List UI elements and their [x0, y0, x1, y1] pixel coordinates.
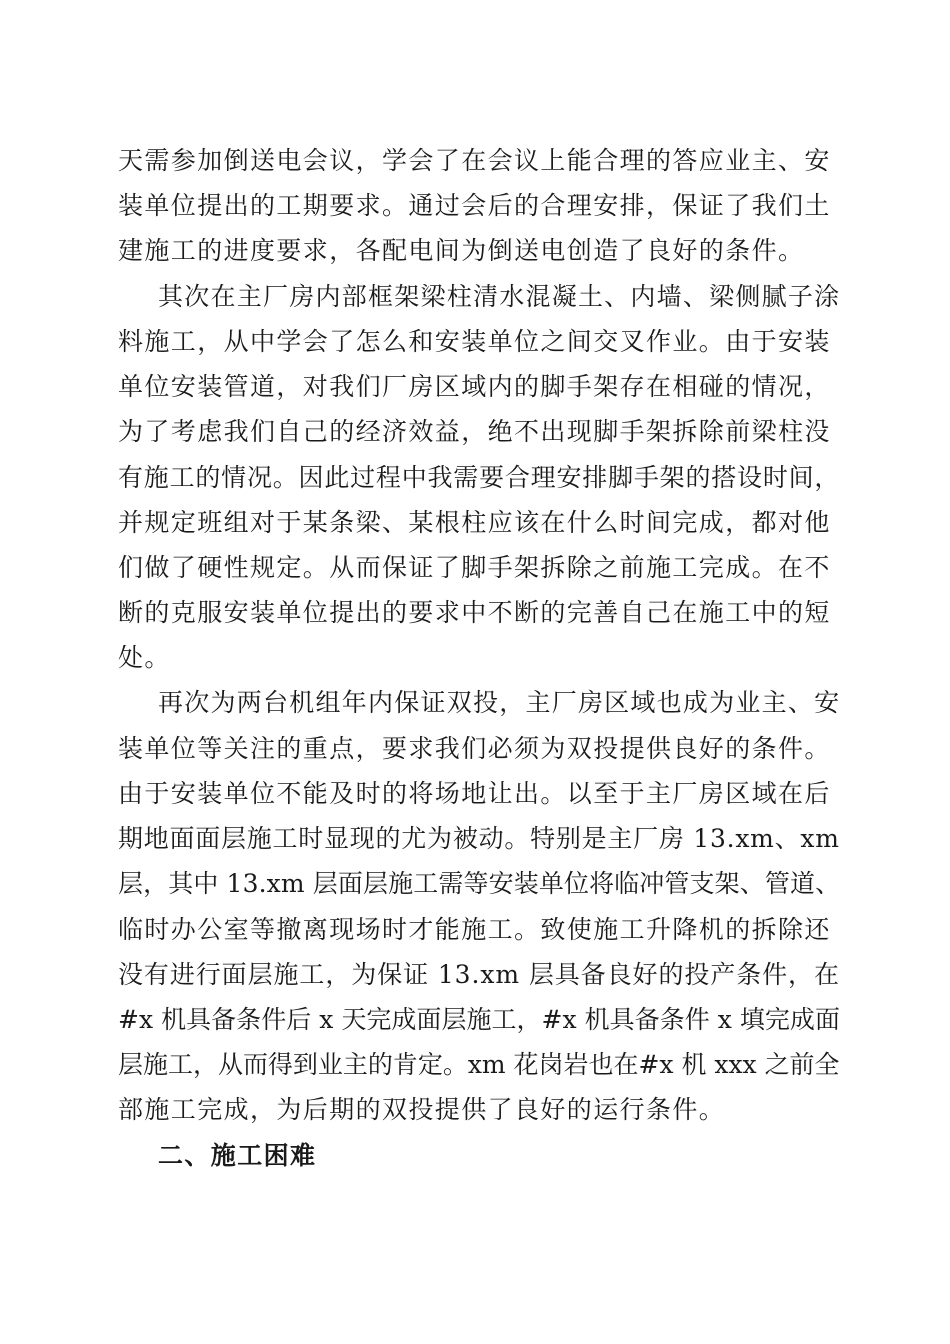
text-line: 层，其中 13.xm 层面层施工需等安装单位将临冲管支架、管道、 [118, 869, 841, 898]
text-line: 单位安装管道，对我们厂房区域内的脚手架存在相碰的情况， [118, 372, 831, 401]
text-line: 由于安装单位不能及时的将场地让出。以至于主厂房区域在后 [118, 779, 831, 808]
text-line: 装单位提出的工期要求。通过会后的合理安排，保证了我们土 [118, 191, 831, 220]
section-heading: 二、施工困难 [158, 1141, 317, 1170]
text-line: 部施工完成，为后期的双投提供了良好的运行条件。 [118, 1095, 726, 1124]
text-line: 天需参加倒送电会议，学会了在会议上能合理的答应业主、安 [118, 146, 831, 175]
text-line: 有施工的情况。因此过程中我需要合理安排脚手架的搭设时间， [118, 463, 841, 492]
paragraph-first-line: 再次为两台机组年内保证双投，主厂房区域也成为业主、安 [158, 688, 841, 717]
text-line: 期地面面层施工时显现的尤为被动。特别是主厂房 13.xm、xm [118, 824, 840, 853]
text-line: 断的克服安装单位提出的要求中不断的完善自己在施工中的短 [118, 598, 831, 627]
text-line: 没有进行面层施工，为保证 13.xm 层具备良好的投产条件，在 [118, 960, 840, 989]
text-line: 处。 [118, 643, 171, 672]
text-line: 料施工，从中学会了怎么和安装单位之间交叉作业。由于安装 [118, 327, 831, 356]
paragraph-first-line: 其次在主厂房内部框架梁柱清水混凝土、内墙、梁侧腻子涂 [158, 282, 841, 311]
text-line: 们做了硬性规定。从而保证了脚手架拆除之前施工完成。在不 [118, 553, 831, 582]
text-line: #x 机具备条件后 x 天完成面层施工，#x 机具备条件 x 填完成面 [118, 1005, 840, 1034]
text-line: 装单位等关注的重点，要求我们必须为双投提供良好的条件。 [118, 734, 831, 763]
text-line: 层施工，从而得到业主的肯定。xm 花岗岩也在#x 机 xxx 之前全 [118, 1050, 840, 1079]
text-line: 为了考虑我们自己的经济效益，绝不出现脚手架拆除前梁柱没 [118, 417, 831, 446]
text-line: 并规定班组对于某条梁、某根柱应该在什么时间完成，都对他 [118, 508, 831, 537]
text-line: 临时办公室等撤离现场时才能施工。致使施工升降机的拆除还 [118, 915, 831, 944]
text-line: 建施工的进度要求，各配电间为倒送电创造了良好的条件。 [118, 236, 805, 265]
